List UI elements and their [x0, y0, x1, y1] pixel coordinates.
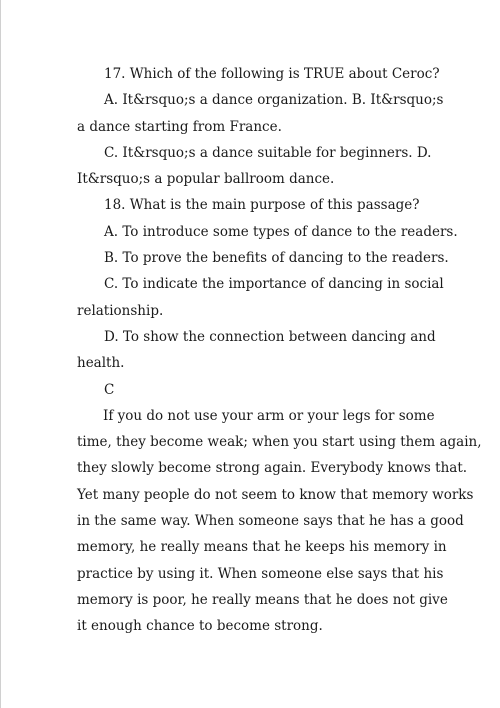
question-18: 18. What is the main purpose of this passage? — [104, 197, 420, 214]
question-18-option-d: D. To show the connection between dancing and — [104, 328, 436, 345]
question-17-options-a-b: A. It&rsquo;s a dance organization. B. It&rsquo;s — [104, 92, 444, 109]
passage-line: time, they become weak; when you start using them again, — [77, 434, 482, 451]
passage-line: Yet many people do not seem to know that memory works — [77, 486, 474, 503]
question-17-options-c-d: C. It&rsquo;s a dance suitable for beginners. D. — [104, 144, 432, 161]
section-heading-c: C — [104, 381, 115, 398]
passage-line: they slowly become strong again. Everybody knows that. — [77, 460, 468, 477]
question-17-option-d-continued: It&rsquo;s a popular ballroom dance. — [77, 171, 335, 188]
question-18-option-b: B. To prove the benefits of dancing to the readers. — [104, 250, 449, 267]
question-17: 17. Which of the following is TRUE about Ceroc? — [104, 66, 440, 82]
passage-line: in the same way. When someone says that he has a good — [77, 513, 464, 530]
passage-line: practice by using it. When someone else says that his — [77, 565, 444, 582]
question-18-option-a: A. To introduce some types of dance to the readers. — [104, 223, 458, 240]
document-body — [77, 61, 482, 640]
question-18-option-c-continued: relationship. — [77, 302, 164, 319]
question-17-option-b-continued: a dance starting from France. — [77, 118, 282, 135]
passage-line: memory, he really means that he keeps his memory in — [77, 539, 447, 556]
passage-line: memory is poor, he really means that he does not give — [77, 591, 448, 608]
question-18-option-d-continued: health. — [77, 355, 125, 372]
passage-line: it enough chance to become strong. — [77, 618, 323, 635]
question-18-option-c: C. To indicate the importance of dancing in social — [104, 276, 444, 293]
passage-line: If you do not use your arm or your legs for some — [103, 407, 435, 424]
